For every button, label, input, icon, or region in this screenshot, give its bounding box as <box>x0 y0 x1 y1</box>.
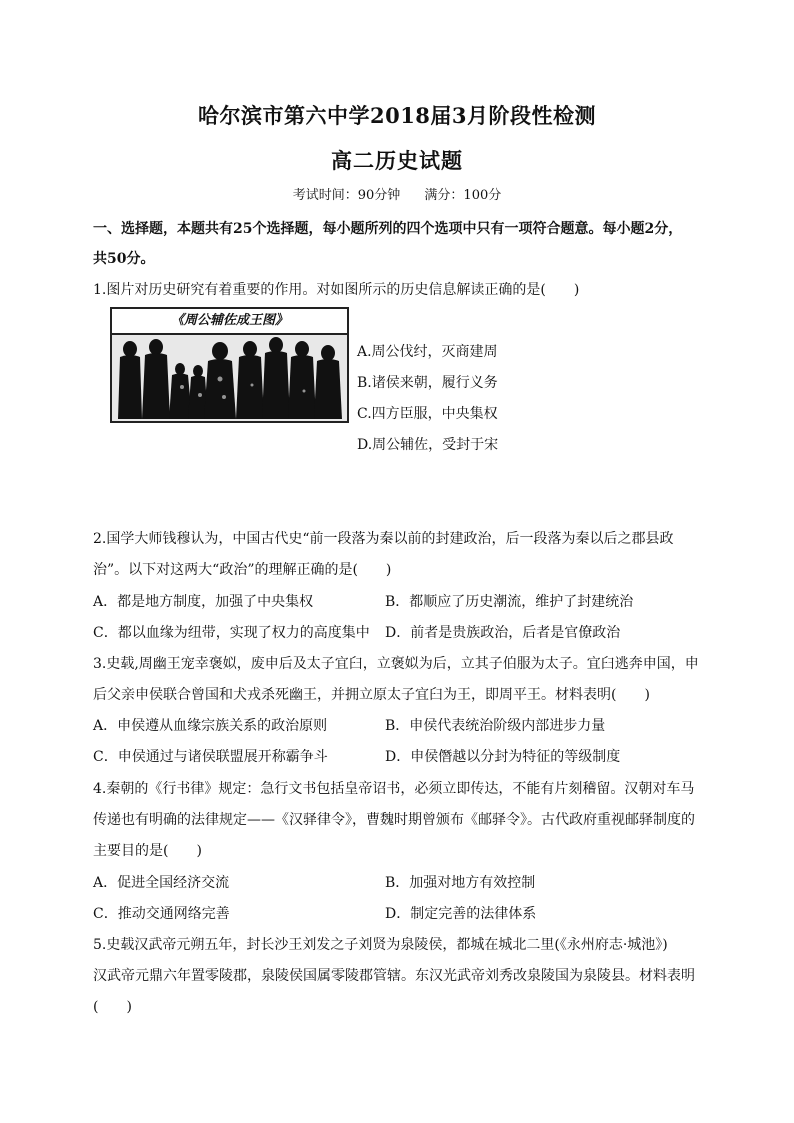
q5-stem-line2: 汉武帝元鼎六年置零陵郡，泉陵侯国属零陵郡管辖。东汉光武帝刘秀改泉陵国为泉陵县。材料表明 <box>93 968 695 984</box>
q4-option-a: A．促进全国经济交流 <box>93 875 230 891</box>
exam-info <box>0 184 794 203</box>
q3-option-c: C．申侯通过与诸侯联盟展开称霸争斗 <box>93 749 328 765</box>
exam-title: 哈尔滨市第六中学2018届3月阶段性检测 <box>197 103 597 128</box>
q4-option-b: B．加强对地方有效控制 <box>385 875 536 891</box>
q3-stem-line2: 后父亲申侯联合曾国和犬戎杀死幽王，并拥立原太子宜臼为王，即周平王。材料表明( ) <box>93 687 650 703</box>
q3-option-d: D．申侯僭越以分封为特征的等级制度 <box>385 749 621 765</box>
q1-option-b: B.诸侯来朝，履行义务 <box>357 375 498 391</box>
q1-figure-illustration <box>112 335 347 421</box>
q4-stem-line2: 传递也有明确的法律规定——《汉驿律令》，曹魏时期曾颁布《邮驿令》。古代政府重视邮驿制度的 <box>93 812 695 828</box>
q2-option-d: D．前者是贵族政治，后者是官僚政治 <box>385 625 621 641</box>
section-instructions-line2: 共50分。 <box>93 251 155 267</box>
q3-stem-line1: 3.史载,周幽王宠幸褒姒，废申后及太子宜臼，立褒姒为后，立其子伯服为太子。宜臼逃奔申国，申 <box>93 656 699 672</box>
q2-option-b: B．都顺应了历史潮流，维护了封建统治 <box>385 594 634 610</box>
q4-stem-line3: 主要目的是( ) <box>93 843 202 859</box>
exam-subtitle: 高二历史试题 <box>331 148 463 173</box>
q5-stem-line3: ( ) <box>93 999 132 1015</box>
q1-option-a: A.周公伐纣，灭商建周 <box>357 344 498 360</box>
q4-option-c: C．推动交通网络完善 <box>93 906 230 922</box>
q2-option-c: C．都以血缘为纽带，实现了权力的高度集中 <box>93 625 370 641</box>
q2-option-a: A．都是地方制度，加强了中央集权 <box>93 594 314 610</box>
exam-score: 满分：100分 <box>424 188 502 203</box>
exam-time: 考试时间：90分钟 <box>292 188 401 203</box>
q2-stem-line2: 治”。以下对这两大“政治”的理解正确的是( ) <box>93 562 392 578</box>
q1-option-d: D.周公辅佐，受封于宋 <box>357 437 499 453</box>
section-instructions-line1: 一、选择题，本题共有25个选择题，每小题所列的四个选项中只有一项符合题意。每小题2分， <box>93 221 683 237</box>
q3-option-a: A．申侯遵从血缘宗族关系的政治原则 <box>93 718 328 734</box>
q1-stem: 1.图片对历史研究有着重要的作用。对如图所示的历史信息解读正确的是( ) <box>93 282 580 298</box>
q1-figure-caption: 《周公辅佐成王图》 <box>112 309 347 335</box>
q1-figure <box>110 307 349 423</box>
q5-stem-line1: 5.史载汉武帝元朔五年，封长沙王刘发之子刘贤为泉陵侯，都城在城北二里(《永州府志·城池》) <box>93 937 668 953</box>
q1-option-c: C.四方臣服，中央集权 <box>357 406 498 422</box>
q2-stem-line1: 2.国学大师钱穆认为，中国古代史“前一段落为秦以前的封建政治，后一段落为秦以后之郡县政 <box>93 531 674 547</box>
q3-option-b: B．申侯代表统治阶级内部进步力量 <box>385 718 606 734</box>
q4-option-d: D．制定完善的法律体系 <box>385 906 537 922</box>
q4-stem-line1: 4.秦朝的《行书律》规定：急行文书包括皇帝诏书，必须立即传达，不能有片刻稽留。汉朝对车马 <box>93 781 695 797</box>
